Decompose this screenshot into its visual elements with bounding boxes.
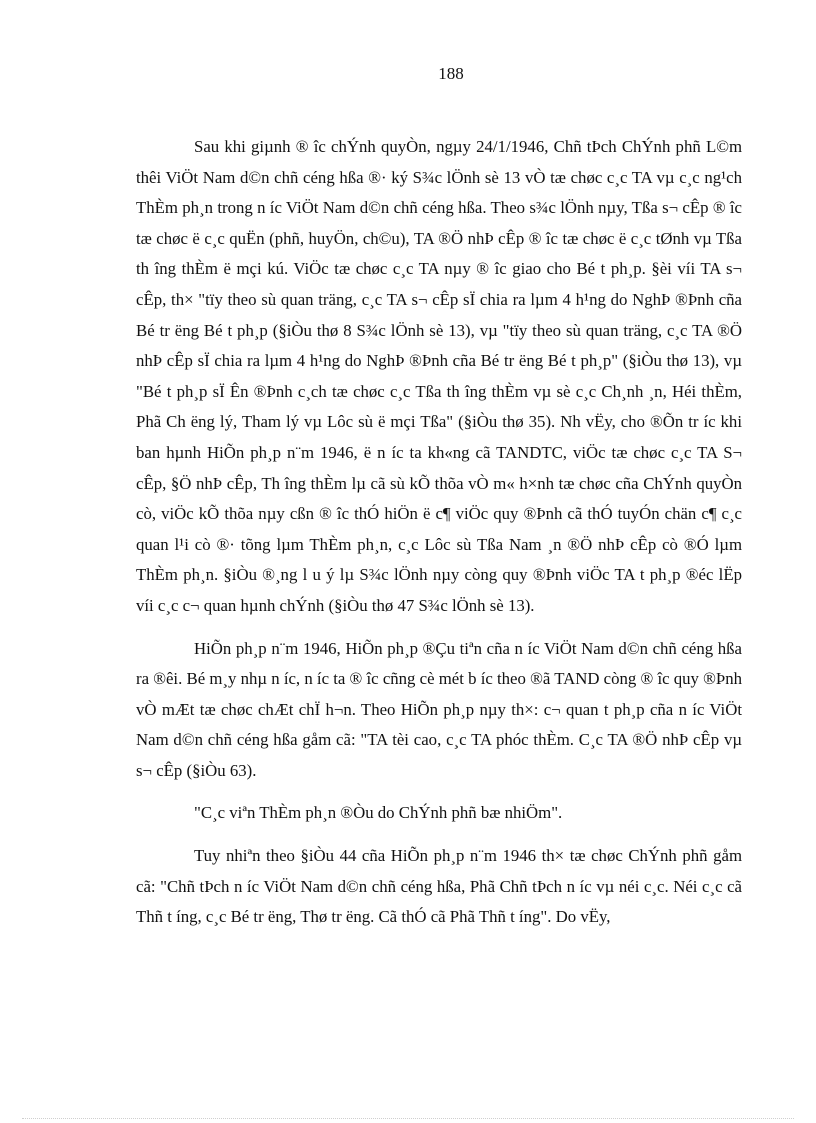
paragraph: "C¸c viªn ThÈm ph¸n ®Òu do ChÝnh phñ bæ nhiÖm".: [194, 803, 563, 823]
paragraph: HiÕn ph¸p n¨m 1946, HiÕn ph¸p ®Çu tiªn cña n íc ViÖt Nam d©n chñ céng hßa ra ®êi. Bé m¸y nhµ n íc, n íc ta ® îc cñng cè mét b íc theo ®ã TAND còng ® îc quy ®Þnh vÒ mÆt tæ chøc chÆt chÏ h¬n. Theo HiÕn ph¸p nµy th×: c¬ quan t ph¸p cña n íc ViÖt Nam d©n chñ céng hßa gåm cã: "TA tèi cao, c¸c TA phóc thÈm. C¸c TA ®Ö nhÞ cÊp vµ s¬ cÊp (§iÒu 63).: [136, 638, 742, 780]
document-body: [136, 132, 742, 933]
paragraph: Sau khi giµnh ® îc chÝnh quyÒn, ngµy 24/1/1946, Chñ tÞch ChÝnh phñ L©m thêi ViÖt Nam d©n chñ céng hßa ®· ký S¾c lÖnh sè 13 vÒ tæ chøc c¸c TA vµ c¸c ng¹ch ThÈm ph¸n trong n íc ViÖt Nam d©n chñ céng hßa. Theo s¾c lÖnh nµy, Tßa s¬ cÊp ® îc tæ chøc ë c¸c quËn (phñ, huyÖn, ch©u), TA ®Ö nhÞ cÊp ® îc tæ chøc ë c¸c tØnh vµ Tßa th îng thÈm ë mçi kú. ViÖc tæ chøc c¸c TA nµy ® îc giao cho Bé t ph¸p. §èi víi TA s¬ cÊp, th× "tïy theo sù quan träng, c¸c TA s¬ cÊp sÏ chia ra lµm 4 h¹ng do NghÞ ®Þnh cña Bé tr ëng Bé t ph¸p (§iÒu thø 8 S¾c lÖnh sè 13), vµ "tïy theo sù quan träng, c¸c TA ®Ö nhÞ cÊp sÏ chia ra lµm 4 h¹ng do NghÞ ®Þnh cña Bé tr ëng Bé t ph¸p" (§iÒu thø 13), vµ "Bé t ph¸p sÏ Ên ®Þnh c¸ch tæ chøc c¸c Tßa th îng thÈm vµ sè c¸c Ch¸nh ¸n, Héi thÈm, Phã Ch ëng lý, Tham lý vµ Lôc sù ë mçi Tßa" (§iÒu thø 35). Nh vËy, cho ®Õn tr íc khi ban hµnh HiÕn ph¸p n¨m 1946, ë n íc ta kh«ng cã TANDTC, viÖc tæ chøc c¸c TA S¬ cÊp, §Ö nhÞ cÊp, Th îng thÈm lµ cã sù kÕ thõa vÒ m« h×nh tæ chøc cña ChÝnh quyÒn cò, viÖc kÕ thõa nµy cßn ® îc thÓ hiÖn ë c¶ viÖc quy ®Þnh cã thÓ tuyÓn chän c¶ c¸c quan l¹i cò ®· tõng lµm ThÈm ph¸n, c¸c Lôc sù Tßa Nam ¸n ®Ö nhÞ cÊp cò ®Ó lµm ThÈm ph¸n. §iÒu ®¸ng l u ý lµ S¾c lÖnh nµy còng quy ®Þnh viÖc TA t ph¸p ®éc lËp víi c¸c c¬ quan hµnh chÝnh (§iÒu thø 47 S¾c lÖnh sè 13).: [136, 137, 742, 615]
paragraph: Tuy nhiªn theo §iÒu 44 cña HiÕn ph¸p n¨m 1946 th× tæ chøc ChÝnh phñ gåm cã: "Chñ tÞch n íc ViÖt Nam d©n chñ céng hßa, Phã Chñ tÞch n íc vµ néi c¸c. Néi c¸c cã Thñ t íng, c¸c Bé tr ëng, Thø tr ëng. Cã thÓ cã Phã Thñ t íng". Do vËy,: [136, 846, 742, 927]
page-bottom-divider: [22, 1118, 794, 1119]
page-number: 188: [438, 64, 464, 83]
